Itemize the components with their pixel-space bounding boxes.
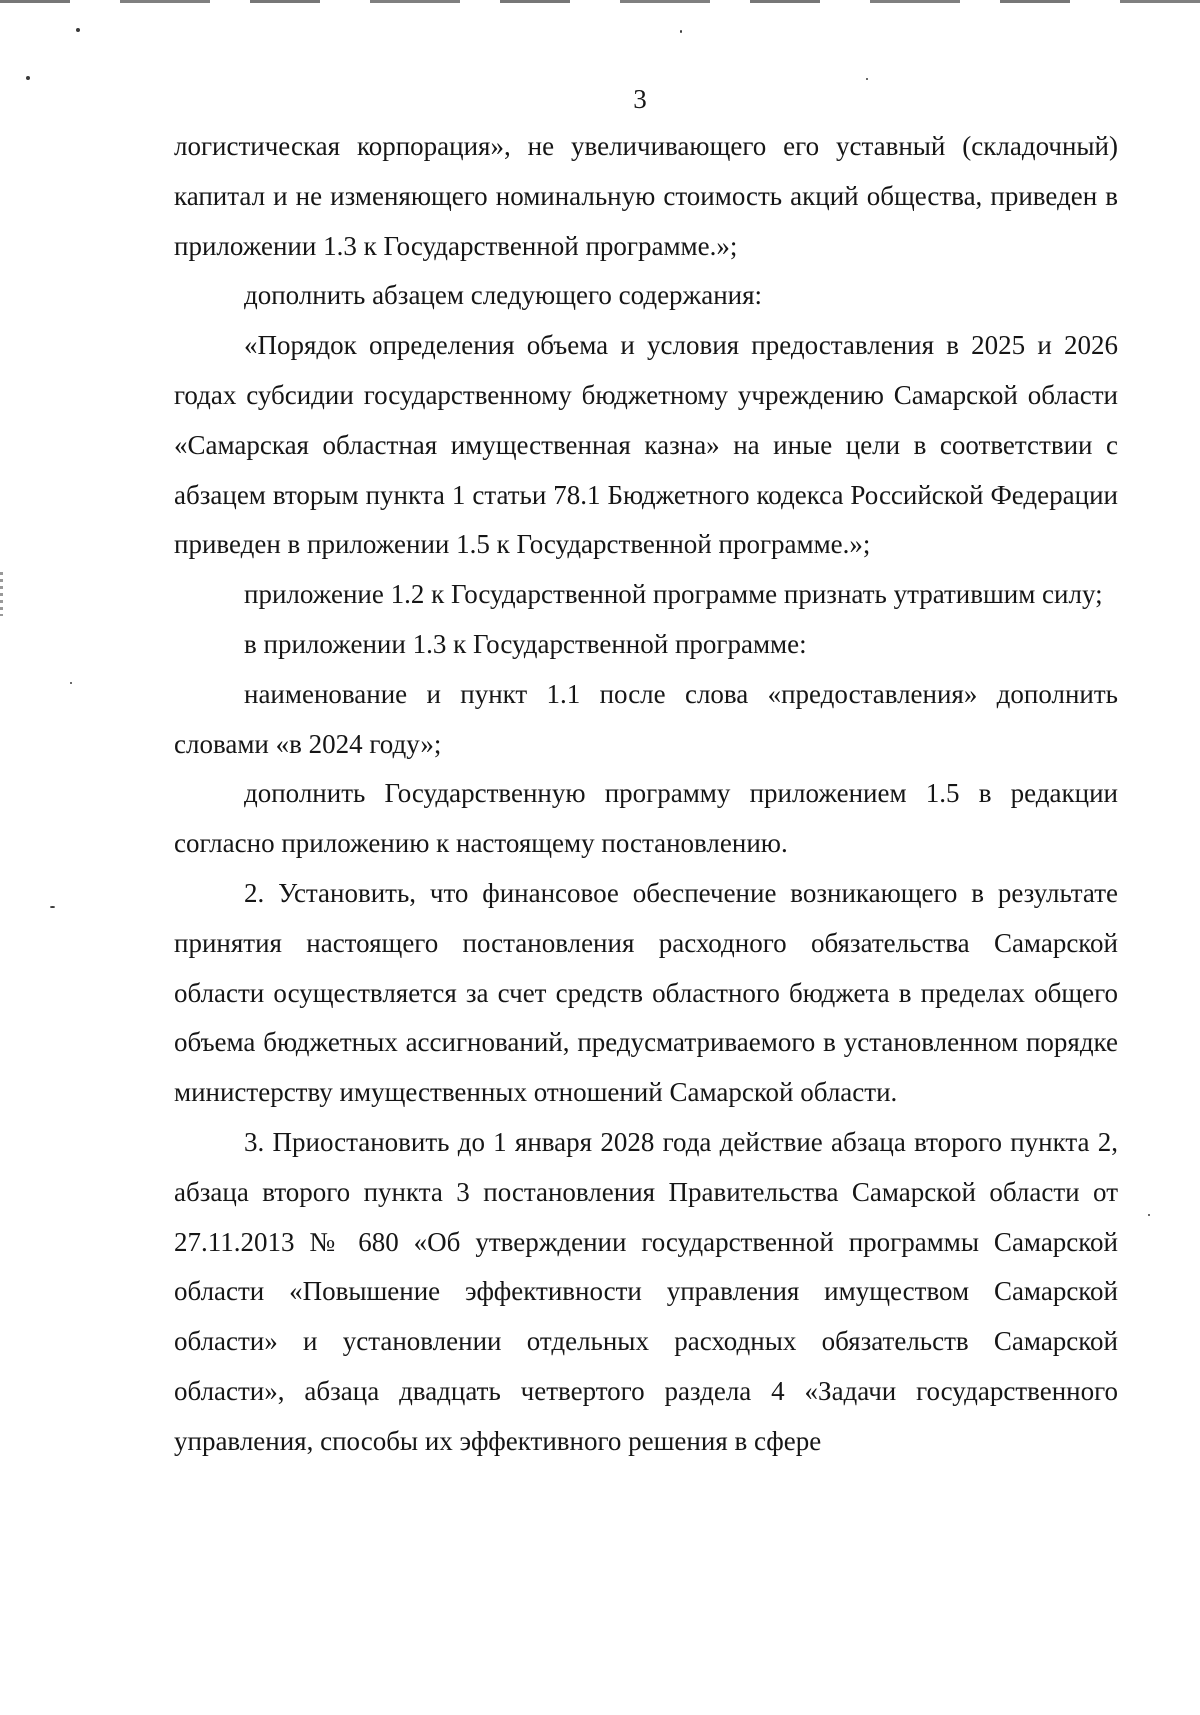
scan-speck: [866, 78, 868, 80]
document-body: [174, 122, 1118, 1467]
scan-speck: [50, 906, 55, 908]
scan-top-edge: [0, 0, 1200, 3]
scan-speck: [680, 30, 682, 33]
paragraph-procedure: «Порядок определения объема и условия предоставления в 2025 и 2026 годах субсидии государственному бюджетному учреждению Самарской области «Самарская областная имущественная казна» на иные цели в соответствии с абзацем вторым пункта 1 статьи 78.1 Бюджетного кодекса Российской Федерации приведен в приложении 1.5 к Государственной программе.»;: [174, 330, 1118, 560]
scan-speck: [26, 76, 30, 80]
scan-gutter-mark: [0, 572, 3, 616]
paragraph-appendix-1-5: дополнить Государственную программу приложением 1.5 в редакции согласно приложению к настоящему постановлению.: [174, 778, 1118, 859]
paragraph-appendix-1-3: в приложении 1.3 к Государственной программе:: [244, 628, 807, 659]
paragraph-continuation: логистическая корпорация», не увеличивающего его уставный (складочный) капитал и не изменяющего номинальную стоимость акций общества, приведен в приложении 1.3 к Государственной программе.»;: [174, 131, 1118, 261]
paragraph-appendix-1-2: приложение 1.2 к Государственной программе признать утратившим силу;: [244, 579, 1103, 610]
scan-speck: [76, 28, 80, 32]
paragraph-item-2: 2. Установить, что финансовое обеспечение возникающего в результате принятия настоящего постановления расходного обязательства Самарской области осуществляется за счет средств областного бюджета в пределах общего объема бюджетных ассигнований, предусматриваемого в установленном порядке министерству имущественных отношений Самарской области.: [174, 877, 1118, 1108]
page-number: 3: [633, 84, 647, 114]
paragraph-item-3: 3. Приостановить до 1 января 2028 года действие абзаца второго пункта 2, абзаца второго пункта 3 постановления Правительства Самарской области от 27.11.2013 № 680 «Об утверждении государственной программы Самарской области «Повышение эффективности управления имуществом Самарской области» и установлении отдельных расходных обязательств Самарской области», абзаца двадцать четвертого раздела 4 «Задачи государственного управления, способы их эффективного решения в сфере: [174, 1126, 1118, 1456]
paragraph-naming: наименование и пункт 1.1 после слова «предоставления» дополнить словами «в 2024 году»;: [174, 678, 1118, 759]
scan-speck: [70, 682, 72, 684]
paragraph-add-abzac: дополнить абзацем следующего содержания:: [244, 280, 763, 311]
scan-speck: [1148, 1214, 1150, 1216]
